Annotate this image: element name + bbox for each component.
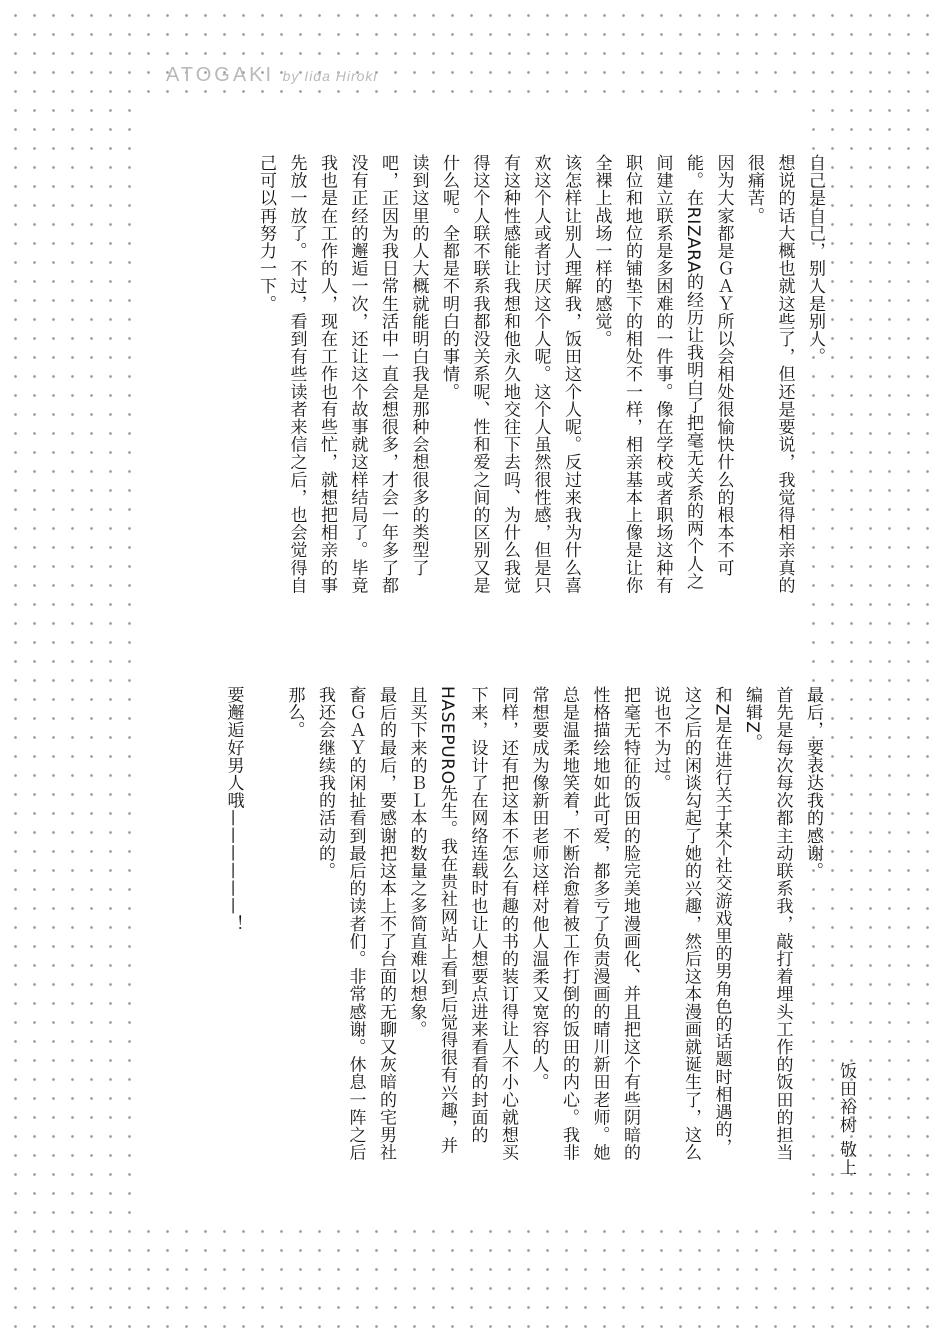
header-byline: by Iida Hiroki [282,68,378,84]
author-signature: 饭田裕树 敬上 [836,1062,856,1177]
afterword-header [166,64,378,87]
afterword-text-bottom: 最后，要表达我的感谢。 首先是每次每次都主动联系我，敲打着埋头工作的饭田的担当编辑Z。 和Z是在进行关于某个社交游戏里的男角色的话题时相遇的，这之后的闲谈勾起了她的兴趣，然后这本漫画就诞生了，这么说也不为过。 把毫无特征的饭田的脸完美地漫画化、并且把这个有些阴暗的性格描绘地如此可爱，都多亏了负责漫画的晴川新田老师。她总是温柔地笑着，不断治愈着被工作打倒的饭田的内心。我非常想要成为像新田老师这样对他人温柔又宽容的人。 同样，还有把这本不怎么有趣的书的装订得让人不小心就想买下来，设计了在网络连载时也让人想要点进来看看的封面的HASEPURO先生。我在贵社网站上看到后觉得很有兴趣，并且买下来的ＢＬ本的数量之多简直难以想象。 最后的最后，要感谢把这本上不了台面的无聊又灰暗的宅男社畜ＧＡＹ的闲扯看到最后的读者们。非常感谢。休息一阵之后我还会继续我的活动的。 那么。 要邂逅好男人哦——————！ [223,686,823,1162]
afterword-text-top: 自己是自己，别人是别人。 想说的话大概也就这些了，但还是要说，我觉得相亲真的很痛苦。 因为大家都是ＧＡＹ所以会相处很愉快什么的根本不可能。在RIZARA的经历让我明白了把毫无关系的两个人之间建立联系是多困难的一件事。像在学校或者职场这种有职位和地位的铺垫下的相处不一样，相亲基本上像是让你全裸上战场一样的感觉。 该怎样让别人理解我，饭田这个人呢。反过来我为什么喜欢这个人或者讨厌这个人呢。这个人虽然很性感，但是只有这种性感能让我想和他永久地交往下去吗、为什么我觉得这个人联不联系我都没关系呢、性和爱之间的区别又是什么呢。全都是不明白的事情。 读到这里的人大概就能明白我是那种会想很多的类型了吧，正因为我日常生活中一直会想很多，才会一年多了都没有正经的邂逅一次，还让这个故事就这样结局了。毕竟我也是在工作的人，现在工作也有些忙，就想把相亲的事先放一放了。不过，看到有些读者来信之后，也会觉得自己可以再努力一下。 [256,154,825,594]
header-title: ATOGAKI [166,64,275,86]
